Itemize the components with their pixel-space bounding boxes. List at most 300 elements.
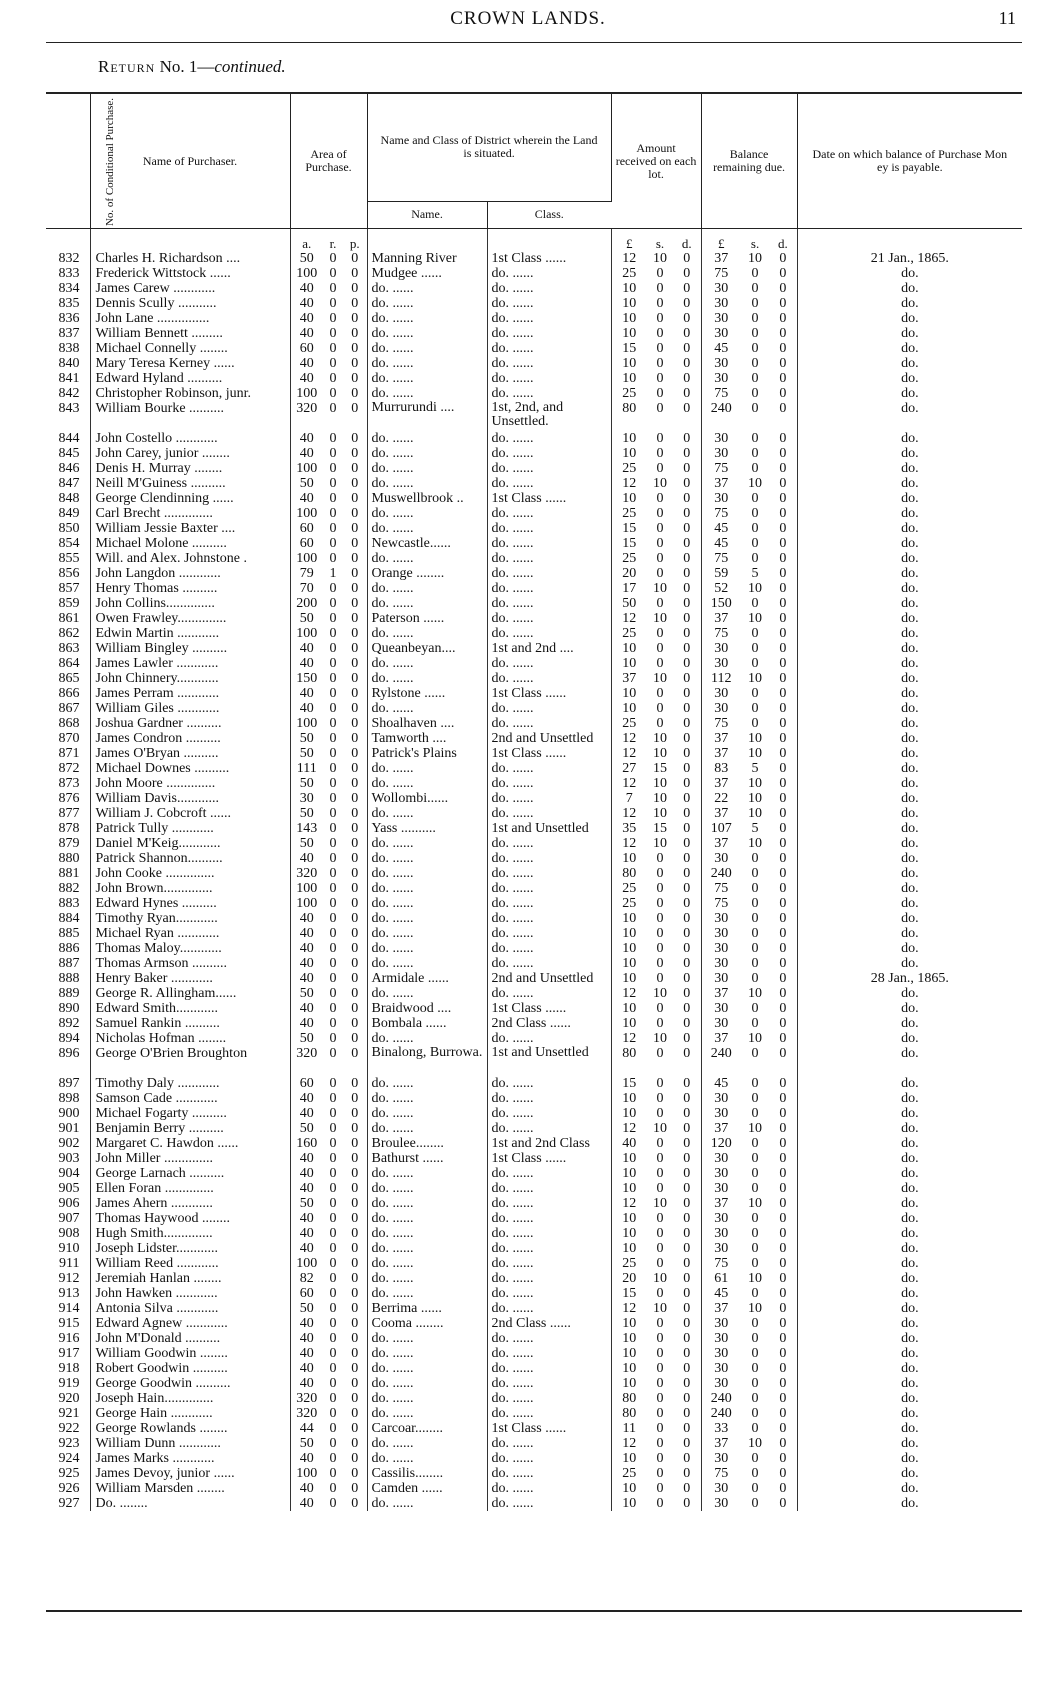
balance-pence: 0 [769, 566, 797, 581]
payable-date: do. [901, 761, 919, 776]
running-head: CROWN LANDS. [450, 8, 606, 29]
area-acres: 320 [296, 1046, 318, 1061]
table-row [46, 986, 1022, 1001]
area-roods: 0 [329, 851, 337, 866]
row-number: 845 [46, 446, 90, 461]
balance-pounds: 30 [714, 356, 729, 371]
area-perches: 0 [343, 1406, 367, 1421]
row-number: 882 [46, 881, 90, 896]
district-name: do. ...... [367, 1436, 487, 1451]
row-number: 867 [46, 701, 90, 716]
amount-shillings: 0 [656, 491, 664, 506]
row-number: 915 [46, 1316, 90, 1331]
payable-date: do. [901, 791, 919, 806]
purchaser-name: George Rowlands ........ [90, 1421, 290, 1436]
amount-pounds: 80 [622, 1046, 637, 1061]
balance-pence: 0 [769, 896, 797, 911]
balance-shillings: 0 [751, 1481, 759, 1496]
row-number: 870 [46, 731, 90, 746]
purchaser-name: James Condron .......... [90, 731, 290, 746]
amount-pounds: 25 [622, 1466, 637, 1481]
purchaser-name: John Chinnery............ [90, 671, 290, 686]
amount-shillings: 0 [656, 1286, 664, 1301]
district-name: do. ...... [367, 701, 487, 716]
area-acres: 320 [296, 1406, 318, 1421]
purchaser-name: William Reed ............ [90, 1256, 290, 1271]
amount-shillings: 0 [656, 1241, 664, 1256]
district-name: do. ...... [367, 581, 487, 596]
balance-shillings: 0 [751, 401, 759, 416]
amount-pounds: 25 [622, 1256, 637, 1271]
balance-pence: 0 [769, 1046, 797, 1076]
area-roods: 0 [329, 836, 337, 851]
amount-pence: 0 [673, 1181, 701, 1196]
area-perches: 0 [343, 1361, 367, 1376]
district-class: do. ...... [487, 896, 611, 911]
balance-pence: 0 [769, 1391, 797, 1406]
balance-shillings: 0 [751, 311, 759, 326]
area-acres: 40 [299, 1361, 314, 1376]
page-number: 11 [998, 8, 1016, 28]
amount-pounds: 40 [622, 1136, 637, 1151]
balance-shillings: 10 [748, 776, 763, 791]
row-number: 901 [46, 1121, 90, 1136]
table-row [46, 701, 1022, 716]
area-acres: 40 [299, 656, 314, 671]
row-number: 842 [46, 386, 90, 401]
area-roods: 0 [329, 1166, 337, 1181]
amount-pence: 0 [673, 881, 701, 896]
table-row [46, 1301, 1022, 1316]
amount-pence: 0 [673, 356, 701, 371]
area-acres: 50 [299, 806, 314, 821]
amount-shillings: 0 [656, 446, 664, 461]
table-row [46, 821, 1022, 836]
area-perches: 0 [343, 1076, 367, 1091]
balance-pounds: 45 [714, 341, 729, 356]
district-class: do. ...... [487, 341, 611, 356]
balance-pounds: 30 [714, 656, 729, 671]
amount-pounds: 12 [622, 476, 637, 491]
row-number: 888 [46, 971, 90, 986]
area-roods: 0 [329, 896, 337, 911]
amount-shillings: 0 [656, 1346, 664, 1361]
balance-pence: 0 [769, 1481, 797, 1496]
table-row [46, 1316, 1022, 1331]
row-number: 848 [46, 491, 90, 506]
amount-shillings: 0 [656, 926, 664, 941]
area-perches: 0 [343, 971, 367, 986]
area-acres: 40 [299, 1376, 314, 1391]
amount-shillings: 0 [656, 296, 664, 311]
purchaser-name: Nicholas Hofman ........ [90, 1031, 290, 1046]
balance-pounds: 30 [714, 1166, 729, 1181]
district-class: do. ...... [487, 1481, 611, 1496]
district-class: do. ...... [487, 1121, 611, 1136]
balance-pounds: 45 [714, 536, 729, 551]
payable-date: do. [901, 1451, 919, 1466]
balance-shillings: 10 [748, 251, 763, 266]
district-name: do. ...... [367, 521, 487, 536]
purchaser-name: Owen Frawley.............. [90, 611, 290, 626]
row-number: 854 [46, 536, 90, 551]
area-roods: 0 [329, 746, 337, 761]
purchaser-name: Daniel M'Keig............ [90, 836, 290, 851]
area-roods: 0 [329, 251, 337, 266]
area-roods: 0 [329, 941, 337, 956]
district-name: do. ...... [367, 446, 487, 461]
area-acres: 143 [296, 821, 318, 836]
district-class: do. ...... [487, 311, 611, 326]
balance-shillings: 0 [751, 956, 759, 971]
amount-pounds: 10 [622, 641, 637, 656]
area-perches: 0 [343, 851, 367, 866]
district-name: do. ...... [367, 806, 487, 821]
balance-shillings: 0 [751, 296, 759, 311]
row-number: 902 [46, 1136, 90, 1151]
amount-pence: 0 [673, 731, 701, 746]
amount-pence: 0 [673, 521, 701, 536]
balance-shillings: 10 [748, 611, 763, 626]
row-number: 904 [46, 1166, 90, 1181]
purchaser-name: Thomas Armson .......... [90, 956, 290, 971]
amount-shillings: 10 [653, 806, 668, 821]
amount-pence: 0 [673, 656, 701, 671]
purchaser-name: James O'Bryan .......... [90, 746, 290, 761]
amount-pence: 0 [673, 611, 701, 626]
purchaser-name: Dennis Scully ........... [90, 296, 290, 311]
unit-pounds: £ [626, 236, 633, 251]
district-class: 1st, 2nd, and Unsettled. [487, 401, 611, 431]
balance-pounds: 33 [714, 1421, 729, 1436]
payable-date: do. [901, 701, 919, 716]
area-roods: 1 [329, 566, 337, 581]
balance-pence: 0 [769, 1286, 797, 1301]
area-roods: 0 [329, 701, 337, 716]
area-roods: 0 [329, 1121, 337, 1136]
purchaser-name: James Lawler ............ [90, 656, 290, 671]
payable-date: do. [901, 776, 919, 791]
amount-shillings: 10 [653, 476, 668, 491]
purchaser-name: Do. ........ [90, 1496, 290, 1511]
unit-roods: r. [329, 236, 337, 251]
district-name: Cooma ........ [367, 1316, 487, 1331]
row-number: 908 [46, 1226, 90, 1241]
amount-pence: 0 [673, 1466, 701, 1481]
table-row [46, 806, 1022, 821]
table-row [46, 371, 1022, 386]
area-acres: 40 [299, 1346, 314, 1361]
district-name: do. ...... [367, 776, 487, 791]
amount-pence: 0 [673, 1331, 701, 1346]
purchaser-name: George O'Brien Broughton [90, 1046, 290, 1076]
area-perches: 0 [343, 596, 367, 611]
amount-shillings: 0 [656, 881, 664, 896]
payable-date: do. [901, 401, 919, 416]
payable-date: do. [901, 371, 919, 386]
unit-perches: p. [343, 229, 367, 252]
area-perches: 0 [343, 1436, 367, 1451]
area-roods: 0 [329, 716, 337, 731]
balance-shillings: 10 [748, 791, 763, 806]
area-roods: 0 [329, 386, 337, 401]
area-perches: 0 [343, 746, 367, 761]
amount-pounds: 10 [622, 356, 637, 371]
amount-pounds: 10 [622, 1226, 637, 1241]
area-roods: 0 [329, 281, 337, 296]
amount-shillings: 0 [656, 1151, 664, 1166]
table-row [46, 1481, 1022, 1496]
balance-pence: 0 [769, 266, 797, 281]
amount-pence: 0 [673, 896, 701, 911]
payable-date: do. [901, 266, 919, 281]
area-roods: 0 [329, 356, 337, 371]
balance-pounds: 30 [714, 1091, 729, 1106]
amount-pence: 0 [673, 461, 701, 476]
balance-pounds: 30 [714, 1241, 729, 1256]
area-acres: 50 [299, 746, 314, 761]
balance-pence: 0 [769, 431, 797, 446]
amount-pounds: 10 [622, 1241, 637, 1256]
area-perches: 0 [343, 296, 367, 311]
amount-pounds: 25 [622, 551, 637, 566]
amount-shillings: 10 [653, 986, 668, 1001]
amount-pence: 0 [673, 1196, 701, 1211]
payable-date: do. [901, 1466, 919, 1481]
area-roods: 0 [329, 1256, 337, 1271]
payable-date: do. [901, 941, 919, 956]
balance-pounds: 75 [714, 506, 729, 521]
amount-shillings: 0 [656, 1316, 664, 1331]
balance-pence: 0 [769, 386, 797, 401]
table-row [46, 521, 1022, 536]
district-name: do. ...... [367, 986, 487, 1001]
area-acres: 50 [299, 1436, 314, 1451]
payable-date: do. [901, 1106, 919, 1121]
district-name: do. ...... [367, 1346, 487, 1361]
amount-pounds: 27 [622, 761, 637, 776]
balance-shillings: 0 [751, 446, 759, 461]
col-header-district: Name and Class of District wherein the Land is situated. [367, 94, 611, 201]
district-class: do. ...... [487, 1271, 611, 1286]
table-row [46, 401, 1022, 431]
purchaser-name: Edward Smith............ [90, 1001, 290, 1016]
area-perches: 0 [343, 1376, 367, 1391]
balance-shillings: 0 [751, 1451, 759, 1466]
area-roods: 0 [329, 1451, 337, 1466]
area-acres: 40 [299, 911, 314, 926]
amount-shillings: 0 [656, 716, 664, 731]
row-number: 922 [46, 1421, 90, 1436]
amount-shillings: 10 [653, 251, 668, 266]
area-acres: 111 [296, 761, 317, 776]
balance-shillings: 0 [751, 1406, 759, 1421]
purchaser-name: William Bourke .......... [90, 401, 290, 431]
district-name: do. ...... [367, 431, 487, 446]
balance-pence: 0 [769, 1376, 797, 1391]
district-class: do. ...... [487, 701, 611, 716]
purchaser-name: Margaret C. Hawdon ...... [90, 1136, 290, 1151]
area-roods: 0 [329, 1196, 337, 1211]
balance-pounds: 30 [714, 1451, 729, 1466]
area-roods: 0 [329, 521, 337, 536]
area-roods: 0 [329, 446, 337, 461]
payable-date: do. [901, 1481, 919, 1496]
payable-date: do. [901, 1211, 919, 1226]
row-number: 910 [46, 1241, 90, 1256]
table-row [46, 911, 1022, 926]
amount-pounds: 12 [622, 731, 637, 746]
balance-shillings: 0 [751, 1496, 759, 1511]
purchaser-name: Ellen Foran .............. [90, 1181, 290, 1196]
amount-shillings: 0 [656, 1496, 664, 1511]
amount-shillings: 10 [653, 1271, 668, 1286]
col-header-date: Date on which balance of Purchase Mon ey is payable. [797, 94, 1022, 229]
amount-pence: 0 [673, 1406, 701, 1421]
unit-acres: a. [302, 236, 312, 251]
area-perches: 0 [343, 281, 367, 296]
table-row [46, 941, 1022, 956]
payable-date: do. [901, 806, 919, 821]
balance-pence: 0 [769, 491, 797, 506]
table-row [46, 1166, 1022, 1181]
area-perches: 0 [343, 431, 367, 446]
area-acres: 100 [296, 1466, 318, 1481]
table-row [46, 971, 1022, 986]
balance-shillings: 0 [751, 1226, 759, 1241]
area-perches: 0 [343, 626, 367, 641]
area-roods: 0 [329, 791, 337, 806]
district-name: Muswellbrook .. [367, 491, 487, 506]
balance-pence: 0 [769, 881, 797, 896]
balance-pence: 0 [769, 1331, 797, 1346]
table-row [46, 581, 1022, 596]
balance-pence: 0 [769, 581, 797, 596]
balance-pence: 0 [769, 956, 797, 971]
district-name: do. ...... [367, 926, 487, 941]
area-roods: 0 [329, 1496, 337, 1511]
area-roods: 0 [329, 1241, 337, 1256]
balance-shillings: 0 [751, 386, 759, 401]
table-row [46, 896, 1022, 911]
amount-shillings: 0 [656, 386, 664, 401]
area-acres: 40 [299, 701, 314, 716]
area-acres: 100 [296, 716, 318, 731]
district-name: do. ...... [367, 656, 487, 671]
balance-shillings: 5 [751, 761, 759, 776]
table-row [46, 1331, 1022, 1346]
area-perches: 0 [343, 1106, 367, 1121]
amount-pence: 0 [673, 686, 701, 701]
district-class: do. ...... [487, 1436, 611, 1451]
area-acres: 40 [299, 1016, 314, 1031]
table-row [46, 1031, 1022, 1046]
amount-shillings: 0 [656, 311, 664, 326]
payable-date: do. [901, 926, 919, 941]
district-name: do. ...... [367, 596, 487, 611]
balance-pence: 0 [769, 1181, 797, 1196]
unit-pence: d. [673, 229, 701, 252]
area-roods: 0 [329, 581, 337, 596]
balance-shillings: 0 [751, 1316, 759, 1331]
amount-pounds: 35 [622, 821, 637, 836]
table-row [46, 1286, 1022, 1301]
balance-pounds: 30 [714, 446, 729, 461]
amount-pence: 0 [673, 1226, 701, 1241]
amount-pounds: 10 [622, 1481, 637, 1496]
row-number: 919 [46, 1376, 90, 1391]
balance-pounds: 30 [714, 941, 729, 956]
balance-pence: 0 [769, 1076, 797, 1091]
district-class: 1st Class ...... [487, 251, 611, 266]
purchaser-name: Timothy Daly ............ [90, 1076, 290, 1091]
balance-pounds: 30 [714, 956, 729, 971]
area-roods: 0 [329, 1001, 337, 1016]
header-rule [46, 42, 1022, 43]
area-acres: 50 [299, 476, 314, 491]
area-perches: 0 [343, 1196, 367, 1211]
area-roods: 0 [329, 641, 337, 656]
area-perches: 0 [343, 791, 367, 806]
area-roods: 0 [329, 1331, 337, 1346]
balance-shillings: 10 [748, 731, 763, 746]
area-perches: 0 [343, 581, 367, 596]
area-roods: 0 [329, 761, 337, 776]
area-roods: 0 [329, 1106, 337, 1121]
payable-date: do. [901, 1406, 919, 1421]
balance-pounds: 30 [714, 431, 729, 446]
area-acres: 40 [299, 446, 314, 461]
area-roods: 0 [329, 596, 337, 611]
purchaser-name: Mary Teresa Kerney ...... [90, 356, 290, 371]
amount-pounds: 80 [622, 1406, 637, 1421]
area-perches: 0 [343, 1466, 367, 1481]
table-row [46, 1421, 1022, 1436]
area-acres: 100 [296, 266, 318, 281]
payable-date: do. [901, 1151, 919, 1166]
payable-date: do. [901, 821, 919, 836]
payable-date: do. [901, 491, 919, 506]
amount-pence: 0 [673, 971, 701, 986]
area-perches: 0 [343, 1256, 367, 1271]
purchases-table-wrap [46, 92, 1022, 1612]
area-acres: 40 [299, 1496, 314, 1511]
amount-pounds: 12 [622, 746, 637, 761]
area-roods: 0 [329, 1151, 337, 1166]
amount-shillings: 0 [656, 1391, 664, 1406]
purchases-table [46, 94, 1022, 1511]
district-class: do. ...... [487, 1466, 611, 1481]
table-row [46, 1496, 1022, 1511]
balance-pounds: 75 [714, 386, 729, 401]
district-class: do. ...... [487, 776, 611, 791]
balance-pounds: 150 [710, 596, 732, 611]
amount-shillings: 0 [656, 1091, 664, 1106]
area-acres: 50 [299, 1196, 314, 1211]
purchaser-name: John Hawken ............ [90, 1286, 290, 1301]
table-row [46, 1076, 1022, 1091]
amount-pounds: 80 [622, 1391, 637, 1406]
payable-date: do. [901, 851, 919, 866]
balance-pounds: 45 [714, 1286, 729, 1301]
amount-shillings: 0 [656, 641, 664, 656]
purchaser-name: James Devoy, junior ...... [90, 1466, 290, 1481]
district-name: do. ...... [367, 356, 487, 371]
area-roods: 0 [329, 926, 337, 941]
balance-pounds: 37 [714, 1436, 729, 1451]
amount-shillings: 0 [656, 281, 664, 296]
amount-shillings: 15 [653, 821, 668, 836]
